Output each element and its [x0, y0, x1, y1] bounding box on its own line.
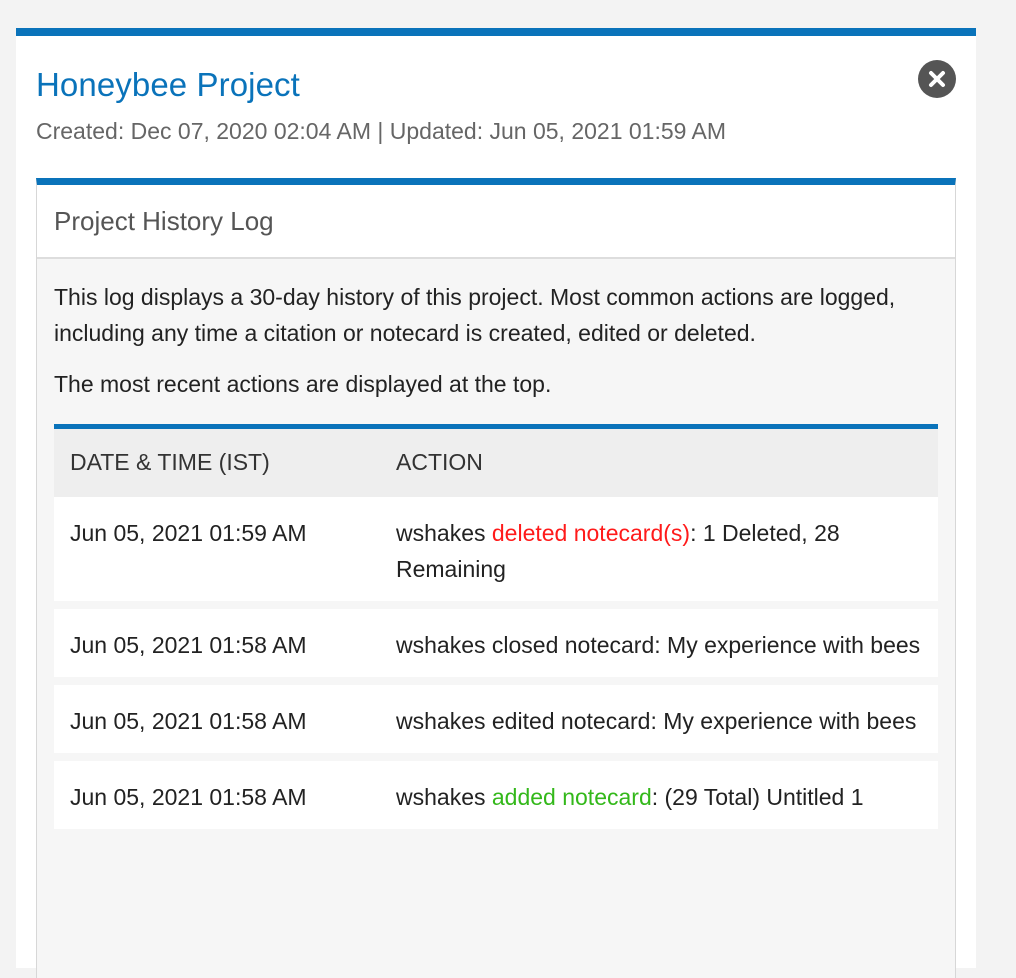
- history-table-body: [54, 497, 938, 833]
- intro-text: This log displays a 30-day history of this project. Most common actions are logged, including any time a citation or notecard is created, edited or deleted.: [54, 284, 896, 346]
- row-date: Jun 05, 2021 01:58 AM: [54, 757, 380, 833]
- table-header-row: [54, 427, 938, 497]
- close-button[interactable]: [918, 60, 956, 98]
- action-verb: deleted notecard(s): [491, 519, 691, 546]
- action-detail: : My experience with bees: [650, 707, 917, 734]
- table-row: [54, 605, 938, 681]
- table-row: [54, 681, 938, 757]
- intro-note: The most recent actions are displayed at the top.: [54, 371, 552, 397]
- row-action: [380, 605, 938, 681]
- action-detail: : 1 Deleted, 28 Remaining: [396, 519, 840, 582]
- row-action: [380, 681, 938, 757]
- panel-title: Project History Log: [54, 205, 274, 236]
- date-column-header: DATE & TIME (IST): [54, 427, 380, 497]
- action-column-header: ACTION: [380, 427, 938, 497]
- action-verb: closed notecard: [491, 631, 655, 658]
- project-modal: [16, 28, 976, 968]
- action-user: wshakes: [396, 631, 486, 658]
- table-row: [54, 757, 938, 833]
- project-title: Honeybee Project: [36, 66, 300, 103]
- history-panel: [36, 178, 956, 978]
- row-date: Jun 05, 2021 01:59 AM: [54, 497, 380, 605]
- action-user: wshakes: [396, 707, 486, 734]
- row-action: [380, 757, 938, 833]
- row-action: [380, 497, 938, 605]
- row-date: Jun 05, 2021 01:58 AM: [54, 681, 380, 757]
- project-meta: Created: Dec 07, 2020 02:04 AM | Updated: Jun 05, 2021 01:59 AM: [36, 118, 727, 144]
- panel-body: [37, 259, 955, 837]
- action-verb: added notecard: [491, 783, 652, 810]
- history-table: [54, 424, 938, 837]
- table-row: [54, 497, 938, 605]
- close-icon: [928, 70, 946, 88]
- action-verb: edited notecard: [491, 707, 651, 734]
- action-user: wshakes: [396, 783, 486, 810]
- action-detail: : My experience with bees: [654, 631, 921, 658]
- panel-header: [37, 185, 955, 259]
- row-date: Jun 05, 2021 01:58 AM: [54, 605, 380, 681]
- action-detail: : (29 Total) Untitled 1: [651, 783, 864, 810]
- action-user: wshakes: [396, 519, 486, 546]
